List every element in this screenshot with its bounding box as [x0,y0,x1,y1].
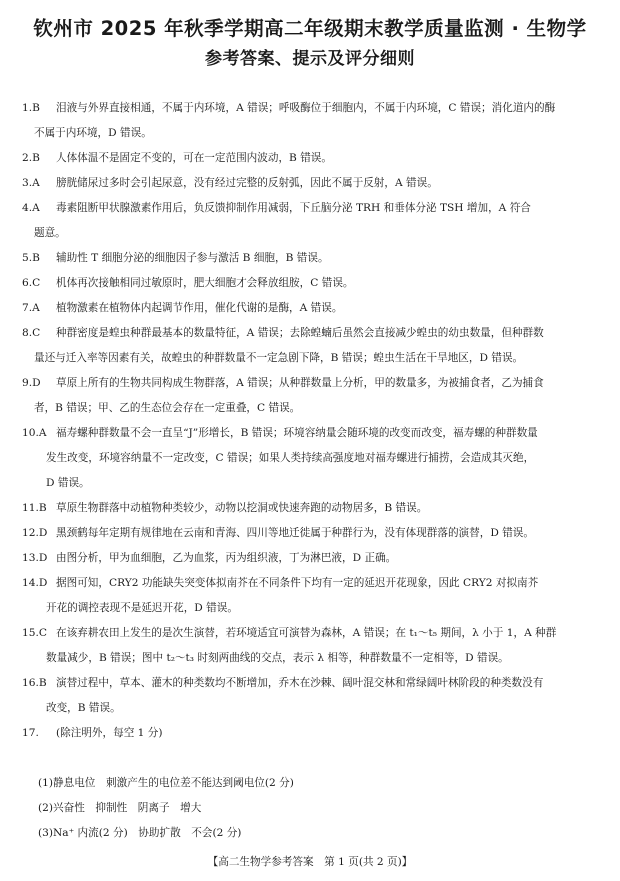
answer-item [22,196,600,221]
answer-item [22,621,600,646]
answer-item [22,146,600,171]
answer-text: 黑颈鹤每年定期有规律地在云南和青海、四川等地迁徙属于种群行为，没有体现群落的演替，D 错误。 [56,527,534,539]
answer-continuation: 数量减少，B 错误；图中 t₂～t₃ 时刻两曲线的交点，表示 λ 相等，种群数量不一定相等，D 错误。 [46,652,509,664]
answer-number: 1.B [22,102,40,114]
answer-number: 9.D [22,377,41,389]
answer-continuation: 者，B 错误；甲、乙的生态位会存在一定重叠，C 错误。 [34,402,301,414]
answer-text: 福寿螺种群数量不会一直呈“J”形增长，B 错误；环境容纳量会随环境的改变而改变，福寿螺的种群数量 [56,427,538,439]
answer-number: 6.C [22,277,41,289]
answer-item [22,96,600,121]
sub-answer: (2)兴奋性 抑制性 阴离子 增大 [38,802,202,814]
answer-text: 泪液与外界直接相通，不属于内环境，A 错误；呼吸酶位于细胞内，不属于内环境，C 错误；消化道内的酶 [56,102,556,114]
answer-item [22,521,600,546]
answer-item [22,371,600,396]
answer-text: 在该弃耕农田上发生的是次生演替，若环境适宜可演替为森林，A 错误；在 t₁～t₅ 期间，λ 小于 1，A 种群 [56,627,557,639]
answer-text: 据图可知，CRY2 功能缺失突变体拟南芥在不同条件下均有一定的延迟开花现象，因此 CRY2 对拟南芥 [56,577,539,589]
answer-text: 植物激素在植物体内起调节作用，催化代谢的是酶，A 错误。 [56,302,343,314]
answer-text: 膀胱储尿过多时会引起尿意，没有经过完整的反射弧，因此不属于反射，A 错误。 [56,177,438,189]
answer-text: 由图分析，甲为血细胞，乙为血浆，丙为组织液，丁为淋巴液，D 正确。 [56,552,397,564]
answer-number: 4.A [22,202,40,214]
answer-number: 10.A [22,427,47,439]
answer-number: 17. [22,727,39,739]
answer-text: 毒素阻断甲状腺激素作用后，负反馈抑制作用减弱，下丘脑分泌 TRH 和垂体分泌 TSH 增加，A 符合 [56,202,531,214]
answer-text: 草原生物群落中动植物种类较少，动物以挖洞或快速奔跑的动物居多，B 错误。 [56,502,428,514]
answer-item [22,721,600,746]
answer-continuation: 不属于内环境，D 错误。 [34,127,152,139]
answer-item [22,546,600,571]
answer-item [22,321,600,346]
answer-continuation: D 错误。 [46,477,90,489]
answer-text: 机体再次接触相同过敏原时，肥大细胞才会释放组胺，C 错误。 [56,277,354,289]
answer-item [22,571,600,596]
answer-number: 13.D [22,552,48,564]
answer-number: 12.D [22,527,48,539]
answer-text: 草原上所有的生物共同构成生物群落，A 错误；从种群数量上分析，甲的数量多，为被捕食者，乙为捕食 [56,377,544,389]
answer-number: 5.B [22,252,40,264]
page-footer: 【高二生物学参考答案 第 1 页(共 2 页)】 [207,856,413,868]
answer-text: 辅助性 T 细胞分泌的细胞因子参与激活 B 细胞，B 错误。 [56,252,329,264]
answer-continuation: 发生改变，环境容纳量不一定改变，C 错误；如果人类持续高强度地对福寿螺进行捕捞，会造成其灭绝， [46,452,535,464]
answer-number: 2.B [22,152,40,164]
answer-continuation: 题意。 [34,227,66,239]
sub-answer: (3)Na⁺ 内流(2 分) 协助扩散 不会(2 分) [38,827,242,839]
answer-text: 种群密度是蝗虫种群最基本的数量特征，A 错误；去除蝗蝻后虽然会直接减少蝗虫的幼虫数量，但种群数 [56,327,544,339]
answer-text: 人体体温不是固定不变的，可在一定范围内波动，B 错误。 [56,152,332,164]
answer-item [22,296,600,321]
answer-item [22,496,600,521]
answer-continuation: 开花的调控表现不是延迟开花，D 错误。 [46,602,238,614]
answer-item [22,421,600,446]
page-subtitle: 参考答案、提示及评分细则 [205,49,415,69]
answer-number: 3.A [22,177,40,189]
answer-text: (除注明外，每空 1 分) [56,727,163,739]
answer-text: 演替过程中，草本、灌木的种类数均不断增加，乔木在沙棘、阔叶混交林和常绿阔叶林阶段的种类数没有 [56,677,544,689]
answer-number: 16.B [22,677,47,689]
answer-item [22,171,600,196]
answer-item [22,671,600,696]
answer-continuation: 量还与迁入率等因素有关，故蝗虫的种群数量不一定急剧下降，B 错误；蝗虫生活在干旱地区，D 错误。 [34,352,524,364]
answer-number: 7.A [22,302,40,314]
answer-number: 11.B [22,502,47,514]
answer-number: 15.C [22,627,47,639]
sub-answer: (1)静息电位 刺激产生的电位差不能达到阈电位(2 分) [38,777,294,789]
answer-number: 8.C [22,327,41,339]
answer-continuation: 改变，B 错误。 [46,702,121,714]
answer-item [22,246,600,271]
answer-number: 14.D [22,577,48,589]
page-title: 钦州市 2025 年秋季学期高二年级期末教学质量监测 · 生物学 [33,17,587,40]
answer-item [22,271,600,296]
